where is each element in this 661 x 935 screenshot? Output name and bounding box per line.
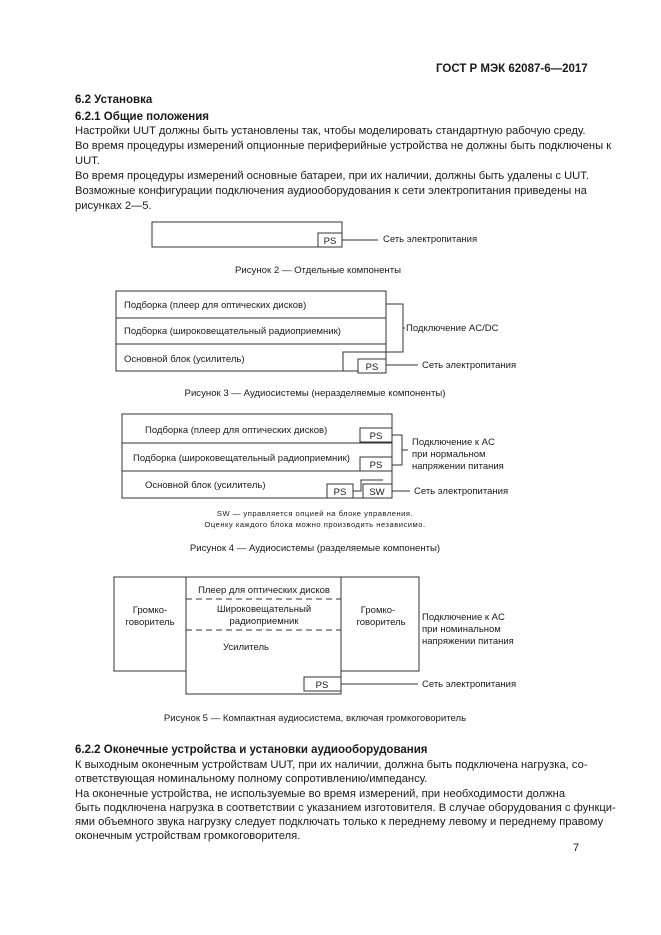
ps-label: PS	[333, 487, 347, 498]
fig4-note-line: Оценку каждого блока можно производить независимо.	[204, 520, 426, 529]
amp-label: Усилитель	[222, 642, 270, 653]
left-speaker-label: говоритель	[125, 617, 175, 628]
figure-2-caption: Рисунок 2 — Отдельные компоненты	[234, 265, 402, 276]
figure-3-diagram	[116, 291, 516, 399]
figure-2-diagram	[152, 222, 477, 276]
paragraph-line: Настройки UUT должны быть установлены так, чтобы моделировать стандартную рабочую среду.	[75, 125, 586, 137]
mains-label: Сеть электропитания	[414, 486, 509, 497]
acdc-bracket	[386, 304, 403, 352]
fig4-row-radio: Подборка (широковещательный радиоприемник)	[133, 453, 350, 464]
ps-label: PS	[365, 362, 379, 373]
ps-label: PS	[315, 680, 329, 691]
fig4-note-line: SW — управляется опцией на блоке управления.	[216, 509, 414, 518]
fig3-row-radio: Подборка (широковещательный радиоприемник)	[124, 326, 341, 337]
figure-4-caption: Рисунок 4 — Аудиосистемы (разделяемые компоненты)	[189, 543, 441, 554]
paragraph-line: Во время процедуры измерений опционные периферийные устройства не должны быть подключены к	[75, 140, 612, 152]
paragraph-line: ответствующая номинальному полному сопротивлению/импедансу.	[75, 773, 428, 785]
figure-3-caption: Рисунок 3 — Аудиосистемы (неразделяемые компоненты)	[184, 388, 446, 399]
ac-label-line: Подключение к AC	[412, 437, 495, 448]
mains-label: Сеть электропитания	[422, 679, 517, 690]
left-speaker-label: Громко-	[132, 605, 168, 616]
component-box	[152, 222, 342, 247]
ac-label-line: напряжении питания	[412, 461, 504, 472]
ac-label-line: Подключение к AC	[422, 612, 505, 623]
ps-label: PS	[369, 431, 383, 442]
radio-label: Широковещательный	[216, 604, 312, 615]
ps-label: PS	[369, 460, 383, 471]
figure-5-diagram	[114, 577, 516, 724]
paragraph-line: ями объемного звука нагрузку следует подключать только к переднему левому и переднему правому	[75, 816, 604, 828]
subsection-title-6-2-1: 6.2.1 Общие положения	[75, 111, 210, 123]
right-speaker-label: Громко-	[360, 605, 396, 616]
subsection-title-6-2-2: 6.2.2 Оконечные устройства и установки аудиооборудования	[75, 744, 428, 756]
sw-label: SW	[369, 487, 385, 498]
player-label: Плеер для оптических дисков	[198, 585, 330, 596]
figure-4-diagram	[122, 414, 508, 554]
fig3-row-player: Подборка (плеер для оптических дисков)	[124, 300, 307, 311]
fig4-row-amp: Основной блок (усилитель)	[145, 480, 266, 491]
radio-label: радиоприемник	[229, 616, 299, 627]
paragraph-line: Возможные конфигурации подключения аудиооборудования к сети электропитания приведены на	[75, 185, 587, 197]
ps-label: PS	[323, 236, 337, 247]
paragraph-line: рисунках 2—5.	[75, 200, 152, 212]
mains-label: Сеть электропитания	[422, 360, 517, 371]
fig3-row-amp: Основной блок (усилитель)	[124, 354, 245, 365]
right-speaker-label: говоритель	[356, 617, 406, 628]
acdc-label: Подключение AC/DC	[406, 323, 499, 334]
paragraph-line: На оконечные устройства, не используемые во время измерений, при необходимости должна	[75, 788, 566, 800]
paragraph-line: быть подключена нагрузка в соответствии с указанием изготовителя. В случае оборудования с функци-	[75, 802, 616, 814]
page-number: 7	[573, 842, 580, 854]
fig4-row-player: Подборка (плеер для оптических дисков)	[145, 425, 328, 436]
figure-5-caption: Рисунок 5 — Компактная аудиосистема, включая громкоговоритель	[163, 713, 467, 724]
mains-label: Сеть электропитания	[383, 234, 478, 245]
paragraph-line: К выходным оконечным устройствам UUT, при их наличии, должна быть подключена нагрузка, со-	[75, 759, 588, 771]
ac-label-line: напряжении питания	[422, 636, 514, 647]
ac-label-line: при номинальном	[422, 624, 501, 635]
paragraph-line: Во время процедуры измерений основные батареи, при их наличии, должны быть удалены с UUT.	[75, 170, 589, 182]
ac-label-line: при нормальном	[412, 449, 486, 460]
document-header: ГОСТ Р МЭК 62087-6—2017	[436, 63, 588, 75]
paragraph-line: оконечным устройствам громкоговорителя.	[75, 830, 301, 842]
paragraph-line: UUT.	[75, 155, 100, 167]
section-title-6-2: 6.2 Установка	[75, 94, 153, 106]
ac-bracket	[392, 435, 402, 465]
